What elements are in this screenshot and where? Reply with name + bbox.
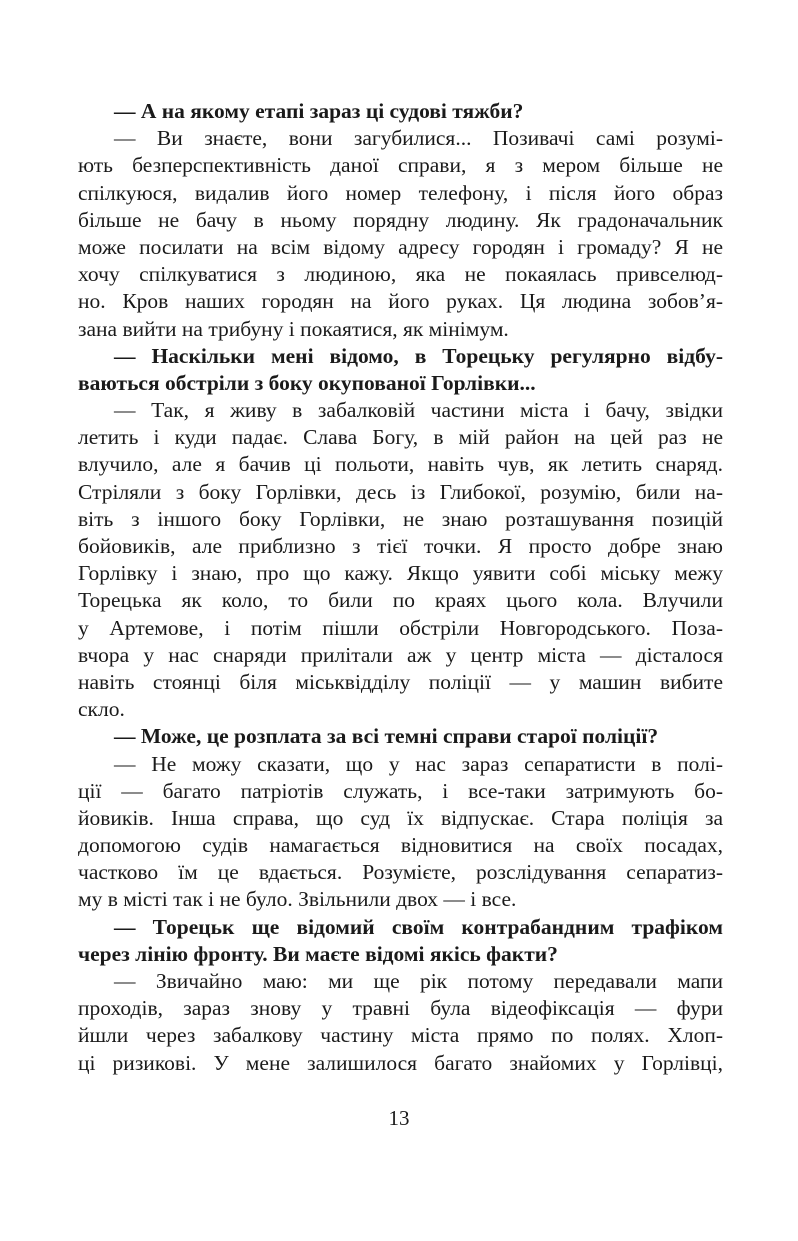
question-line: — А на якому етапі зараз ці судові тяжби? [114,99,524,123]
answer-line: більше не бачу в ньому порядну людину. Як градоначальник [78,207,723,232]
answer-line: — Так, я живу в забалковій частини міста і бачу, звідки [114,398,723,423]
answer-line: спілкуюся, видалив його номер телефону, і після його образ [78,180,723,205]
answer-line: частково їм це вдається. Розумієте, розслідування сепаратиз- [78,860,723,885]
answer-line: но. Кров наших городян на його руках. Ця людина зобов’я- [78,289,723,314]
question-line: ваються обстріли з боку окупованої Горлівки... [78,370,536,395]
answer-line: хочу спілкуватися з людиною, яка не покаялась привселюд- [78,262,723,287]
answer-line: — Не можу сказати, що у нас зараз сепаратисти в полі- [114,751,723,776]
answer-line: може посилати на всім відому адресу городян і громаду? Я не [78,234,723,259]
question-line: — Наскільки мені відомо, в Торецьку регулярно відбу- [114,343,723,368]
answer-line: зана вийти на трибуну і покаятися, як мінімум. [78,316,509,341]
question-line: — Може, це розплата за всі темні справи старої поліції? [114,724,659,749]
answer-line: йовиків. Інша справа, що суд їх відпускає. Стара поліція за [78,805,723,830]
answer-line: бойовиків, але приблизно з тієї точки. Я просто добре знаю [78,534,723,558]
answer-line: у Артемове, і потім пішли обстріли Новгородського. Поза- [78,615,723,640]
answer-line: ції — багато патріотів служать, і все-таки затримують бо- [78,778,723,803]
answer-line: ці ризикові. У мене залишилося багато знайомих у Горлівці, [78,1050,723,1075]
answer-line: влучило, але я бачив ці польоти, навіть чув, як летить снаряд. [78,452,723,477]
answer-line: ють безперспективність даної справи, я з мером більше не [78,153,723,178]
answer-line: Стріляли з боку Горлівки, десь із Глибокої, розумію, били на- [78,479,723,504]
answer-line: йшли через забалкову частину міста прямо по полях. Хлоп- [78,1023,723,1048]
question-line: — Торецьк ще відомий своїм контрабандним трафіком [114,914,723,939]
answer-line: Торецька як коло, то били по краях цього кола. Влучили [78,588,723,613]
answer-line: вчора у нас снаряди прилітали аж у центр міста — дісталося [78,642,723,667]
answer-line: віть з іншого боку Горлівки, не знаю розташування позицій [78,506,723,531]
answer-line: — Звичайно маю: ми ще рік потому передавали мапи [114,969,723,993]
answer-line: проходів, зараз знову у травні була відеофіксація — фури [78,996,723,1021]
answer-line: Горлівку і знаю, про що кажу. Якщо уявити собі міську межу [78,561,723,586]
answer-line: летить і куди падає. Слава Богу, в мій район на цей раз не [78,425,723,450]
answer-line: му в місті так і не було. Звільнили двох — і все. [78,887,517,912]
answer-line: допомогою судів намагається відновитися на своїх посадах, [78,833,723,858]
answer-line: навіть стоянці біля міськвідділу поліції — у машин вибите [78,669,723,694]
interview-text [78,98,723,1077]
page-number: 13 [388,1106,410,1130]
question-line: через лінію фронту. Ви маєте відомі якісь факти? [78,941,558,966]
answer-line: скло. [78,697,125,722]
answer-line: — Ви знаєте, вони загубилися... Позивачі самі розумі- [114,126,723,151]
